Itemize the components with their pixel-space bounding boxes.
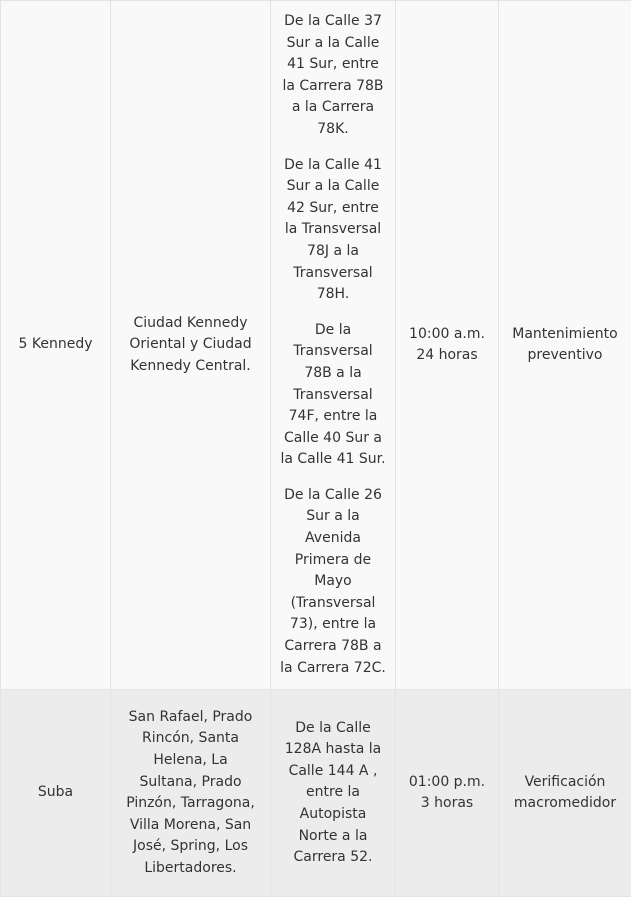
addresses-cell [271,1,396,690]
neighborhoods-cell: Ciudad Kennedy Oriental y Ciudad Kennedy Central. [111,1,271,690]
start-time: 01:00 p.m. [402,772,492,794]
address-paragraph: De la Calle 26 Sur a la Avenida Primera de Mayo (Transversal 73), entre la Carrera 78B a la Carrera 72C. [279,485,387,679]
locality-cell: 5 Kennedy [1,1,111,690]
start-time: 10:00 a.m. [402,324,492,346]
duration: 24 horas [402,345,492,367]
table-row [1,690,631,897]
neighborhoods-cell: San Rafael, Prado Rincón, Santa Helena, La Sultana, Prado Pinzón, Tarragona, Villa Morena, San José, Spring, Los Libertadores. [111,690,271,897]
table-row [1,1,631,690]
addresses-cell [271,690,396,897]
time-cell [396,690,499,897]
duration: 3 horas [402,793,492,815]
address-paragraph: De la Calle 128A hasta la Calle 144 A , entre la Autopista Norte a la Carrera 52. [279,718,387,869]
locality-cell: Suba [1,690,111,897]
address-paragraph: De la Transversal 78B a la Transversal 74F, entre la Calle 40 Sur a la Calle 41 Sur. [279,320,387,471]
time-cell [396,1,499,690]
address-paragraph: De la Calle 37 Sur a la Calle 41 Sur, entre la Carrera 78B a la Carrera 78K. [279,11,387,141]
work-cell: Mantenimiento preventivo [499,1,631,690]
address-paragraph: De la Calle 41 Sur a la Calle 42 Sur, entre la Transversal 78J a la Transversal 78H. [279,155,387,306]
work-cell: Verificación macromedidor [499,690,631,897]
